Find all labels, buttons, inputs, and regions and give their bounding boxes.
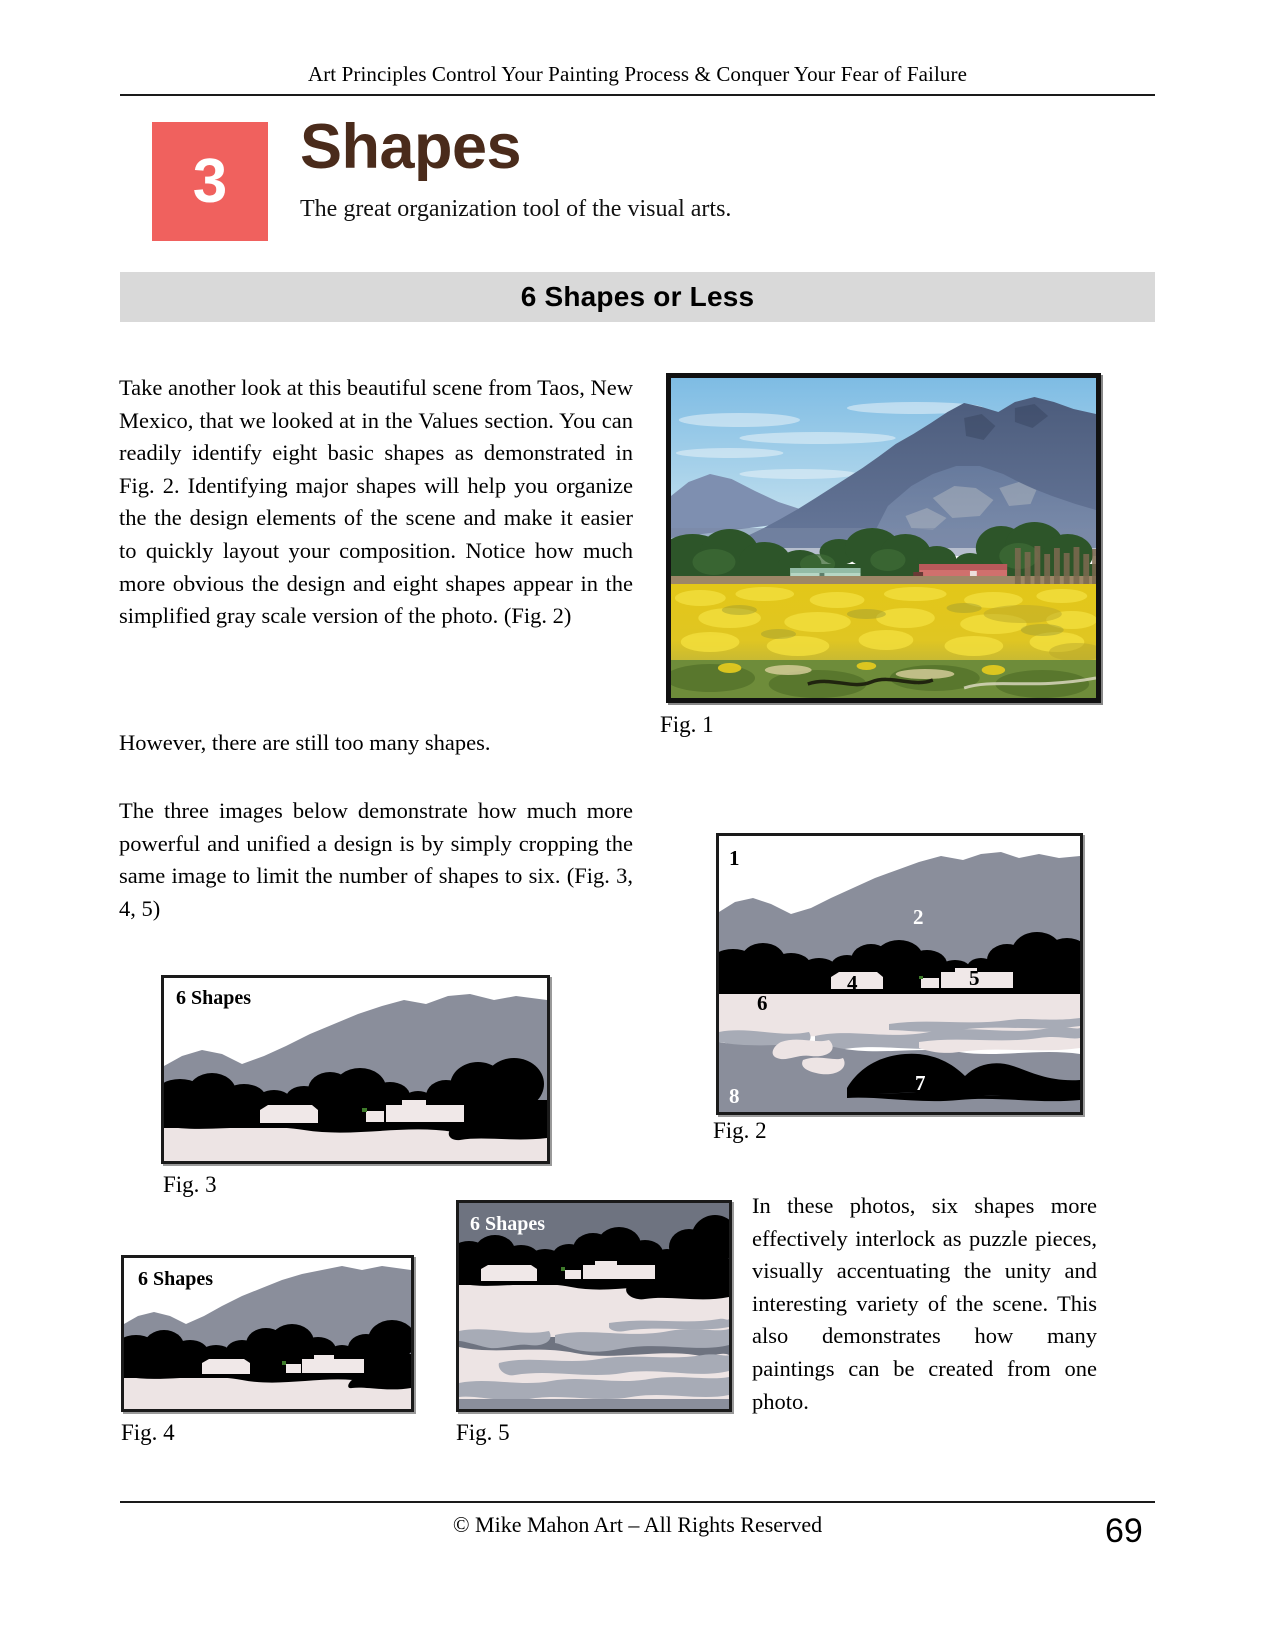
figure-4-six-shapes	[121, 1255, 414, 1412]
figure-5-caption: Fig. 5	[456, 1420, 510, 1445]
section-heading: 6 Shapes or Less	[120, 272, 1155, 322]
figure-5-overlay-label: 6 Shapes	[470, 1213, 546, 1235]
figure-2-caption: Fig. 2	[713, 1118, 767, 1143]
shape-number-3: 3	[729, 963, 740, 987]
header-rule	[120, 94, 1155, 96]
figure-4-overlay-label: 6 Shapes	[138, 1268, 214, 1290]
shape-number-8: 8	[729, 1084, 740, 1108]
chapter-number-badge: 3	[152, 122, 268, 241]
figure-3-overlay-label: 6 Shapes	[176, 987, 252, 1009]
paragraph-2: However, there are still too many shapes.	[119, 730, 491, 755]
six-shapes-crop-wide	[164, 978, 547, 1161]
shape-number-5: 5	[969, 966, 980, 990]
shape-number-1: 1	[729, 846, 740, 870]
figure-3-caption: Fig. 3	[163, 1172, 217, 1197]
shape-number-7: 7	[915, 1071, 926, 1095]
paragraph-3: The three images below demonstrate how much more powerful and unified a design is by simply cropping the same image to limit the number of shapes to six. (Fig. 3, 4, 5)	[119, 798, 633, 921]
figure-2-grayscale-numbered	[716, 833, 1083, 1115]
figure-1-photo	[666, 373, 1101, 703]
six-shapes-crop-medium	[124, 1258, 411, 1409]
chapter-title: Shapes	[300, 112, 522, 182]
shape-number-2: 2	[913, 905, 924, 929]
footer-rule	[120, 1501, 1155, 1503]
eight-shapes-diagram	[719, 836, 1080, 1112]
figure-1-caption: Fig. 1	[660, 712, 714, 737]
running-head: Art Principles Control Your Painting Process & Conquer Your Fear of Failure	[307, 62, 968, 86]
body-column-left	[119, 372, 633, 664]
footer-copyright: © Mike Mahon Art – All Rights Reserved	[452, 1512, 823, 1537]
paragraph-4: In these photos, six shapes more effectively interlock as puzzle pieces, visually accentuating the unity and interesting variety of the scene. This also demonstrates how many paintings can be created from one photo.	[752, 1193, 1097, 1414]
chapter-subtitle: The great organization tool of the visual arts.	[300, 196, 732, 222]
paragraph-1: Take another look at this beautiful scene from Taos, New Mexico, that we looked at in the Values section. You can readily identify eight basic shapes as demonstrated in Fig. 2. Identifying major shapes will help you organize the the design elements of the scene and make it easier to quickly layout your composition. Notice how much more obvious the design and eight shapes appear in the simplified gray scale version of the photo. (Fig. 2)	[119, 375, 633, 629]
shape-number-4: 4	[847, 971, 858, 995]
page-number: 69	[1105, 1512, 1143, 1550]
taos-landscape-photo	[671, 378, 1096, 698]
six-shapes-crop-dark-sky	[459, 1203, 729, 1409]
figure-5-six-shapes	[456, 1200, 732, 1412]
figure-3-six-shapes	[161, 975, 550, 1164]
shape-number-6: 6	[757, 991, 768, 1015]
figure-4-caption: Fig. 4	[121, 1420, 175, 1445]
